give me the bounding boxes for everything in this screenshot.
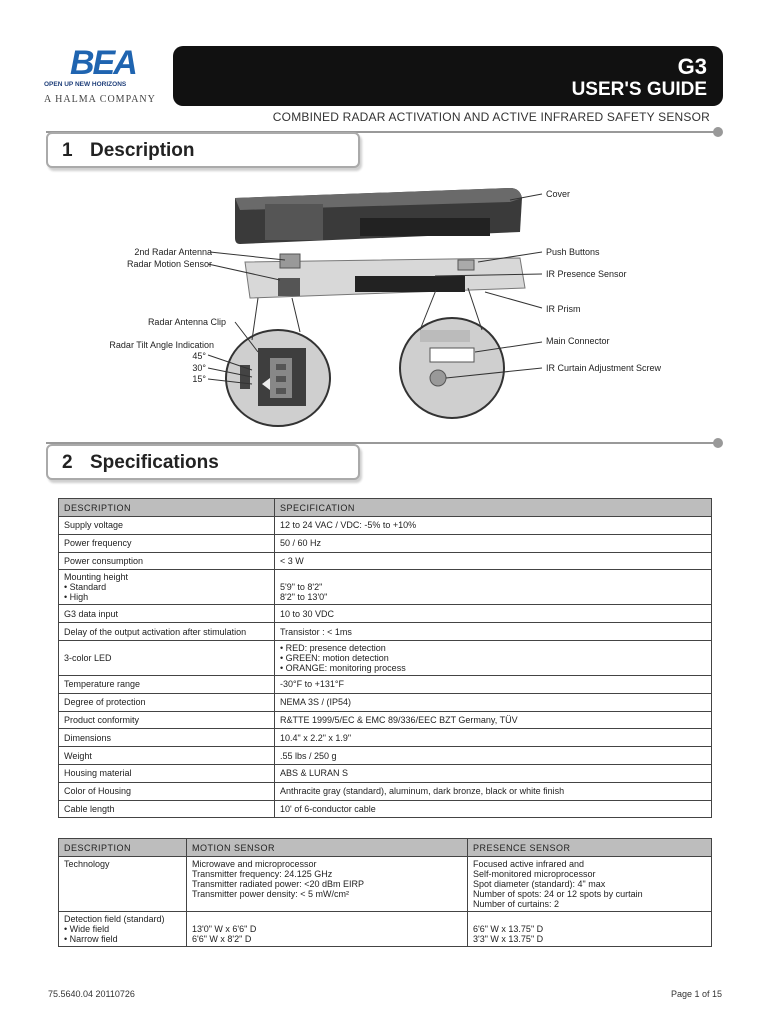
specification-cell-line: < 3 W: [280, 555, 304, 566]
title-bar: [173, 46, 723, 106]
document-subtitle: COMBINED RADAR ACTIVATION AND ACTIVE INFRARED SAFETY SENSOR: [272, 110, 710, 124]
motion-sensor-cell-line: Transmitter frequency: 24.125 GHz: [192, 869, 333, 879]
label-radar-tilt: Radar Tilt Angle Indication: [109, 340, 214, 350]
motion-sensor-cell-line: Transmitter radiated power: <20 dBm EIRP: [192, 879, 364, 889]
specification-cell: [275, 623, 712, 641]
column-header: PRESENCE SENSOR: [468, 839, 712, 857]
specification-cell-line: .55 lbs / 250 g: [280, 750, 337, 761]
sensor-exploded-diagram: [80, 180, 700, 435]
description-cell-line: • Wide field: [64, 924, 110, 934]
presence-sensor-cell-line: 6'6" W x 13.75" D: [473, 924, 544, 934]
presence-sensor-cell-line: 3'3" W x 13.75" D: [473, 934, 544, 944]
table-row: [59, 912, 712, 947]
table-row: [59, 764, 712, 782]
label-main-connector: Main Connector: [546, 336, 610, 346]
specification-cell-line: 10.4" x 2.2" x 1.9": [280, 732, 352, 743]
motion-sensor-cell-line: 6'6" W x 8'2" D: [192, 934, 252, 944]
bea-logo: [44, 44, 164, 108]
presence-sensor-cell: [468, 912, 712, 947]
section-header-specifications: [46, 444, 360, 480]
presence-sensor-cell-line: Focused active infrared and: [473, 859, 585, 869]
description-cell-line: Dimensions: [64, 732, 112, 743]
description-cell: [59, 534, 275, 552]
description-cell-line: Supply voltage: [64, 520, 124, 531]
motion-sensor-cell-line: Microwave and microprocessor: [192, 859, 317, 869]
description-cell: [59, 517, 275, 535]
table-row: [59, 857, 712, 912]
motion-sensor-cell: [187, 912, 468, 947]
label-push-buttons: Push Buttons: [546, 247, 600, 257]
label-cover: Cover: [546, 189, 571, 199]
description-cell: [59, 747, 275, 765]
specification-cell-line: • RED: presence detection: [280, 642, 386, 653]
specification-cell: [275, 640, 712, 675]
section-divider-dot: [713, 127, 723, 137]
column-header: DESCRIPTION: [59, 499, 275, 517]
document-id: 75.5640.04 20110726: [48, 989, 135, 999]
sensor-illustration: [80, 180, 700, 435]
table-row: [59, 552, 712, 570]
specification-cell-line: -30°F to +131°F: [280, 679, 344, 690]
motion-sensor-cell-line: Transmitter power density: < 5 mW/cm²: [192, 889, 349, 899]
description-cell: [59, 782, 275, 800]
description-cell: [59, 552, 275, 570]
label-angle-15: 15°: [192, 374, 206, 384]
table-row: [59, 782, 712, 800]
section-divider-dot: [713, 438, 723, 448]
section-title: Specifications: [90, 452, 219, 473]
specification-cell-line: • GREEN: motion detection: [280, 652, 389, 663]
description-cell: [59, 764, 275, 782]
specification-cell-line: 10 to 30 VDC: [280, 608, 335, 619]
description-cell-line: • Narrow field: [64, 934, 118, 944]
specification-cell: [275, 729, 712, 747]
description-cell-line: Power frequency: [64, 538, 132, 549]
specification-cell: [275, 570, 712, 605]
specification-cell-line: 5'9" to 8'2": [280, 582, 323, 593]
presence-sensor-cell-line: Self-monitored microprocessor: [473, 869, 596, 879]
table-row: [59, 711, 712, 729]
description-cell-line: Weight: [64, 750, 92, 761]
description-cell: [59, 857, 187, 912]
description-cell-line: Detection field (standard): [64, 914, 165, 924]
description-cell-line: Temperature range: [64, 679, 141, 690]
specification-cell-line: NEMA 3S / (IP54): [280, 697, 352, 708]
model-name: G3: [677, 54, 707, 79]
description-cell-line: 3-color LED: [64, 652, 112, 663]
description-cell: [59, 912, 187, 947]
specification-cell: [275, 747, 712, 765]
column-header: DESCRIPTION: [59, 839, 187, 857]
specification-cell: [275, 534, 712, 552]
specification-cell-line: 10' of 6-conductor cable: [280, 803, 376, 814]
description-cell: [59, 675, 275, 693]
presence-sensor-cell: [468, 857, 712, 912]
motion-sensor-cell-line: [192, 914, 462, 924]
page-number: Page 1 of 15: [670, 989, 722, 999]
motion-sensor-cell-line: 13'0" W x 6'6" D: [192, 924, 257, 934]
description-cell-line: Power consumption: [64, 555, 144, 566]
sensor-comparison-table: [58, 838, 712, 947]
description-cell: [59, 605, 275, 623]
presence-sensor-cell-line: Number of curtains: 2: [473, 899, 560, 909]
specification-cell-line: ABS & LURAN S: [280, 768, 349, 779]
specifications-table: [58, 498, 712, 818]
description-cell: [59, 729, 275, 747]
specification-cell-line: Transistor : < 1ms: [280, 626, 352, 637]
specification-cell-line: 50 / 60 Hz: [280, 538, 322, 549]
specification-cell: [275, 552, 712, 570]
specification-cell: [275, 517, 712, 535]
table-row: [59, 729, 712, 747]
specification-cell: [275, 711, 712, 729]
label-ir-presence-sensor: IR Presence Sensor: [546, 269, 627, 279]
specification-cell: [275, 764, 712, 782]
table-row: [59, 640, 712, 675]
description-cell: [59, 623, 275, 641]
table-row: [59, 605, 712, 623]
description-cell: [59, 640, 275, 675]
logo-company: A HALMA COMPANY: [44, 94, 156, 105]
section-number: 2: [62, 452, 73, 473]
guide-title: USER'S GUIDE: [571, 79, 707, 100]
description-cell-line: • Standard: [64, 582, 107, 593]
label-radar-antenna-clip: Radar Antenna Clip: [147, 317, 226, 327]
label-angle-30: 30°: [192, 363, 206, 373]
table-row: [59, 534, 712, 552]
table-row: [59, 570, 712, 605]
specification-cell: [275, 675, 712, 693]
specification-cell-line: [280, 572, 706, 582]
section-number: 1: [62, 140, 73, 161]
label-ir-prism: IR Prism: [546, 304, 581, 314]
logo-tagline: OPEN UP NEW HORIZONS: [44, 81, 127, 88]
label-2nd-radar-antenna: 2nd Radar Antenna: [134, 247, 212, 257]
specification-cell-line: 12 to 24 VAC / VDC: -5% to +10%: [280, 520, 417, 531]
section-header-description: [46, 132, 360, 168]
description-cell-line: Technology: [64, 859, 110, 869]
motion-sensor-cell: [187, 857, 468, 912]
description-cell-line: Mounting height: [64, 572, 129, 583]
specification-cell: [275, 782, 712, 800]
description-cell-line: • High: [64, 592, 89, 603]
specification-cell-line: R&TTE 1999/5/EC & EMC 89/336/EEC BZT Germany, TÜV: [280, 714, 518, 725]
presence-sensor-cell-line: Spot diameter (standard): 4" max: [473, 879, 606, 889]
description-cell-line: Product conformity: [64, 714, 140, 725]
presence-sensor-cell-line: Number of spots: 24 or 12 spots by curtain: [473, 889, 643, 899]
table-row: [59, 517, 712, 535]
table-row: [59, 800, 712, 818]
label-radar-motion-sensor: Radar Motion Sensor: [126, 259, 212, 269]
description-cell-line: Cable length: [64, 803, 115, 814]
description-cell: [59, 693, 275, 711]
specification-cell: [275, 605, 712, 623]
table-row: [59, 623, 712, 641]
table-row: [59, 747, 712, 765]
specification-cell-line: • ORANGE: monitoring process: [280, 662, 406, 673]
description-cell-line: G3 data input: [64, 608, 119, 619]
description-cell: [59, 711, 275, 729]
description-cell-line: Degree of protection: [64, 697, 146, 708]
table-header-row: [59, 499, 712, 517]
specification-cell: [275, 693, 712, 711]
specification-cell-line: 8'2" to 13'0": [280, 592, 328, 603]
presence-sensor-cell-line: [473, 914, 706, 924]
description-cell-line: Delay of the output activation after stimulation: [64, 626, 247, 637]
section-title: Description: [90, 140, 195, 161]
description-cell-line: Housing material: [64, 768, 132, 779]
label-ir-curtain-screw: IR Curtain Adjustment Screw: [546, 363, 662, 373]
logo-wordmark: BEA: [70, 44, 136, 82]
table-row: [59, 675, 712, 693]
description-cell-line: Color of Housing: [64, 786, 132, 797]
specification-cell-line: Anthracite gray (standard), aluminum, dark bronze, black or white finish: [280, 786, 565, 797]
table-header-row: [59, 839, 712, 857]
column-header: SPECIFICATION: [275, 499, 712, 517]
label-angle-45: 45°: [192, 351, 206, 361]
column-header: MOTION SENSOR: [187, 839, 468, 857]
specification-cell: [275, 800, 712, 818]
table-row: [59, 693, 712, 711]
description-cell: [59, 570, 275, 605]
description-cell: [59, 800, 275, 818]
